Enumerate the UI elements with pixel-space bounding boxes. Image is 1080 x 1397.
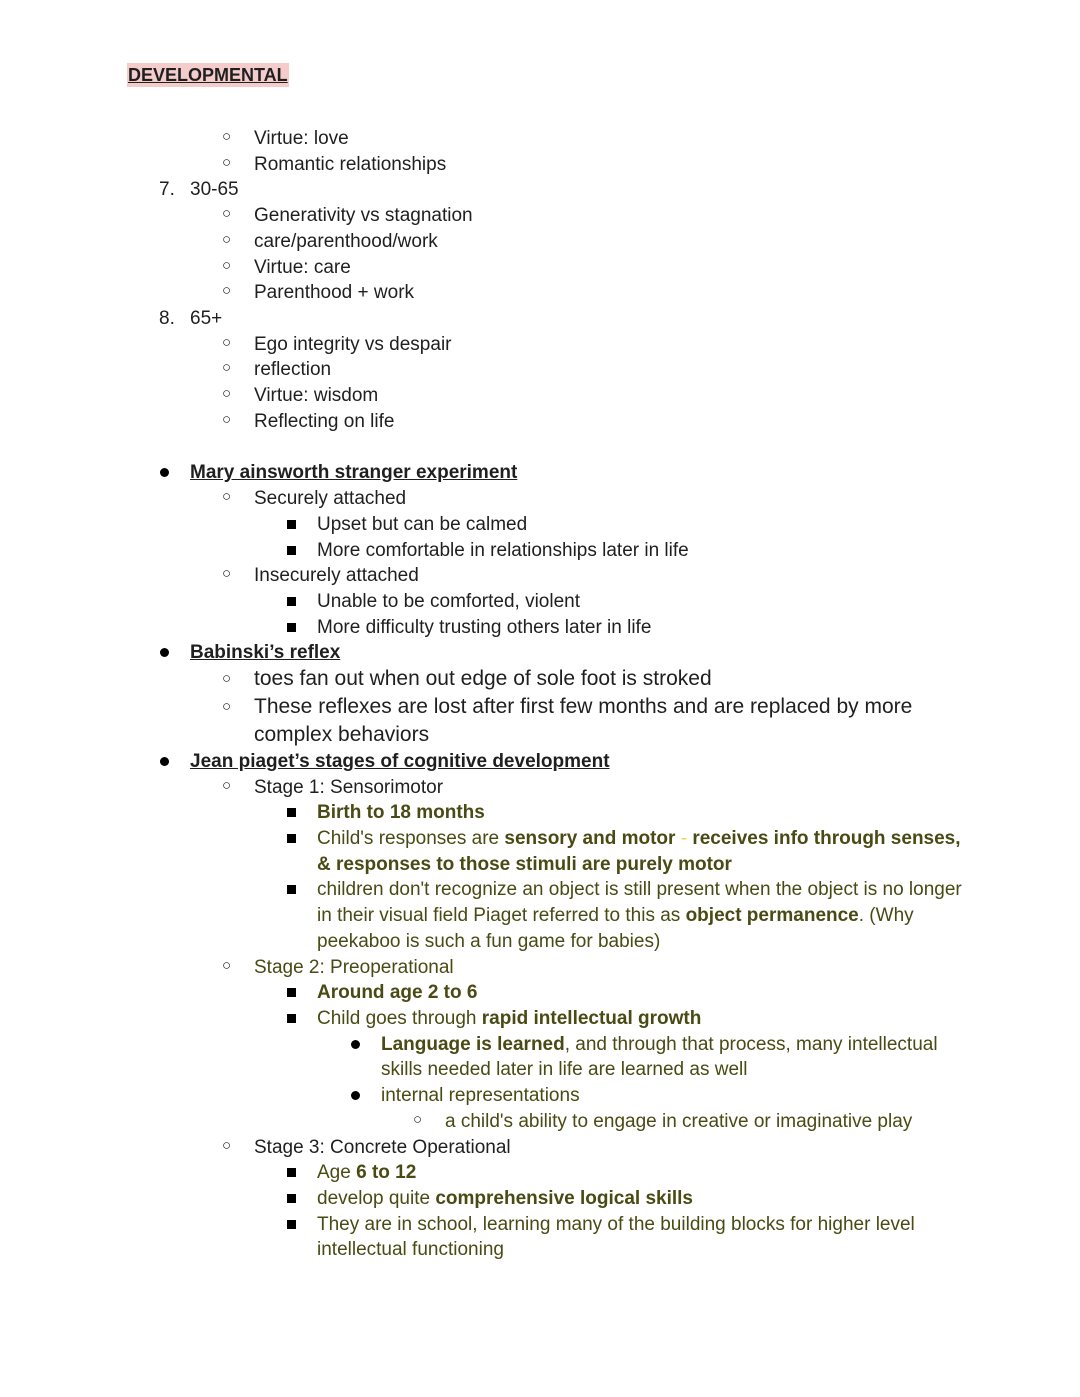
list-item: More comfortable in relationships later in life	[317, 540, 689, 561]
text-run: in their visual field Piaget referred to this as	[317, 905, 686, 926]
list-item: Parenthood + work	[254, 282, 415, 303]
square-bullet-icon	[287, 1168, 296, 1177]
circle-bullet-icon: ○	[222, 488, 232, 505]
list-item: Virtue: care	[254, 257, 351, 278]
list-item: Birth to 18 months	[317, 802, 485, 823]
stage-label: Stage 2: Preoperational	[254, 957, 454, 978]
circle-bullet-icon: ○	[222, 411, 232, 428]
list-item	[317, 1186, 693, 1212]
circle-bullet-icon: ○	[222, 334, 232, 351]
page-title: DEVELOPMENTAL	[128, 65, 288, 85]
list-item: Upset but can be calmed	[317, 514, 528, 535]
text-run: . (Why	[858, 905, 914, 926]
section-heading-ainsworth: Mary ainsworth stranger experiment	[190, 462, 518, 483]
list-number: 8.	[159, 308, 175, 329]
circle-bullet-icon: ○	[413, 1111, 423, 1128]
list-item	[381, 1032, 938, 1058]
circle-bullet-icon: ○	[222, 257, 232, 274]
list-item-continuation: intellectual functioning	[317, 1239, 504, 1260]
list-item: toes fan out when out edge of sole foot is stroked	[254, 667, 712, 690]
text-run: comprehensive logical skills	[435, 1188, 693, 1209]
list-item: children don't recognize an object is still present when the object is no longer	[317, 879, 962, 900]
list-item	[317, 826, 961, 852]
text-run: sensory and motor	[504, 828, 676, 849]
list-item-continuation: & responses to those stimuli are purely motor	[317, 854, 732, 875]
circle-bullet-icon: ○	[222, 282, 232, 299]
list-item: internal representations	[381, 1085, 580, 1106]
section-heading-babinski: Babinski’s reflex	[190, 642, 341, 663]
circle-bullet-icon: ○	[222, 670, 232, 687]
text-run: develop quite	[317, 1188, 436, 1209]
list-item-continuation: complex behaviors	[254, 723, 430, 746]
text-run: Language is learned	[381, 1034, 565, 1055]
circle-bullet-icon: ○	[222, 1137, 232, 1154]
circle-bullet-icon: ○	[222, 385, 232, 402]
text-run: object permanence	[685, 905, 859, 926]
list-item: These reflexes are lost after first few months and are replaced by more	[254, 695, 913, 718]
circle-bullet-icon: ○	[222, 565, 232, 582]
text-run: receives info through senses,	[692, 828, 961, 849]
text-run: rapid intellectual growth	[481, 1008, 702, 1029]
text-run: Child goes through	[317, 1008, 482, 1029]
text-run: 6 to 12	[356, 1162, 417, 1183]
circle-bullet-icon: ○	[222, 154, 232, 171]
bullet-dot-icon	[351, 1091, 360, 1100]
list-item	[317, 1006, 701, 1032]
square-bullet-icon	[287, 1194, 296, 1203]
list-item: a child's ability to engage in creative or imaginative play	[445, 1111, 913, 1132]
square-bullet-icon	[287, 597, 296, 606]
stage-label: Stage 3: Concrete Operational	[254, 1137, 511, 1158]
bullet-dot-icon	[160, 648, 169, 657]
bullet-dot-icon	[160, 757, 169, 766]
square-bullet-icon	[287, 1014, 296, 1023]
stage-age-label: 30-65	[190, 179, 239, 200]
square-bullet-icon	[287, 623, 296, 632]
list-item: Generativity vs stagnation	[254, 205, 473, 226]
square-bullet-icon	[287, 1220, 296, 1229]
list-item: Virtue: wisdom	[254, 385, 379, 406]
list-item: They are in school, learning many of the building blocks for higher level	[317, 1214, 915, 1235]
circle-bullet-icon: ○	[222, 777, 232, 794]
list-item: Ego integrity vs despair	[254, 334, 452, 355]
list-item: Around age 2 to 6	[317, 982, 478, 1003]
list-item: Reflecting on life	[254, 411, 395, 432]
stage-age-label: 65+	[190, 308, 223, 329]
square-bullet-icon	[287, 520, 296, 529]
list-item: Unable to be comforted, violent	[317, 591, 580, 612]
text-run: Child's responses are	[317, 828, 505, 849]
circle-bullet-icon: ○	[222, 128, 232, 145]
list-item-continuation: skills needed later in life are learned as well	[381, 1059, 748, 1080]
section-heading-piaget: Jean piaget’s stages of cognitive development	[190, 751, 610, 772]
list-item	[317, 1160, 416, 1186]
circle-bullet-icon: ○	[222, 698, 232, 715]
list-item: Virtue: love	[254, 128, 349, 149]
square-bullet-icon	[287, 988, 296, 997]
square-bullet-icon	[287, 808, 296, 817]
circle-bullet-icon: ○	[222, 205, 232, 222]
list-item-continuation: peekaboo is such a fun game for babies)	[317, 931, 661, 952]
text-run: -	[675, 828, 693, 849]
list-item-continuation	[317, 903, 914, 929]
circle-bullet-icon: ○	[222, 231, 232, 248]
list-item: More difficulty trusting others later in life	[317, 617, 652, 638]
list-item: Romantic relationships	[254, 154, 447, 175]
text-run: , and through that process, many intellectual	[564, 1034, 938, 1055]
square-bullet-icon	[287, 546, 296, 555]
list-item: Insecurely attached	[254, 565, 419, 586]
list-number: 7.	[159, 179, 175, 200]
list-item: reflection	[254, 359, 332, 380]
text-run: Age	[317, 1162, 357, 1183]
circle-bullet-icon: ○	[222, 957, 232, 974]
list-item: Securely attached	[254, 488, 407, 509]
list-item: care/parenthood/work	[254, 231, 438, 252]
bullet-dot-icon	[351, 1040, 360, 1049]
square-bullet-icon	[287, 885, 296, 894]
stage-label: Stage 1: Sensorimotor	[254, 777, 444, 798]
square-bullet-icon	[287, 834, 296, 843]
circle-bullet-icon: ○	[222, 359, 232, 376]
bullet-dot-icon	[160, 468, 169, 477]
